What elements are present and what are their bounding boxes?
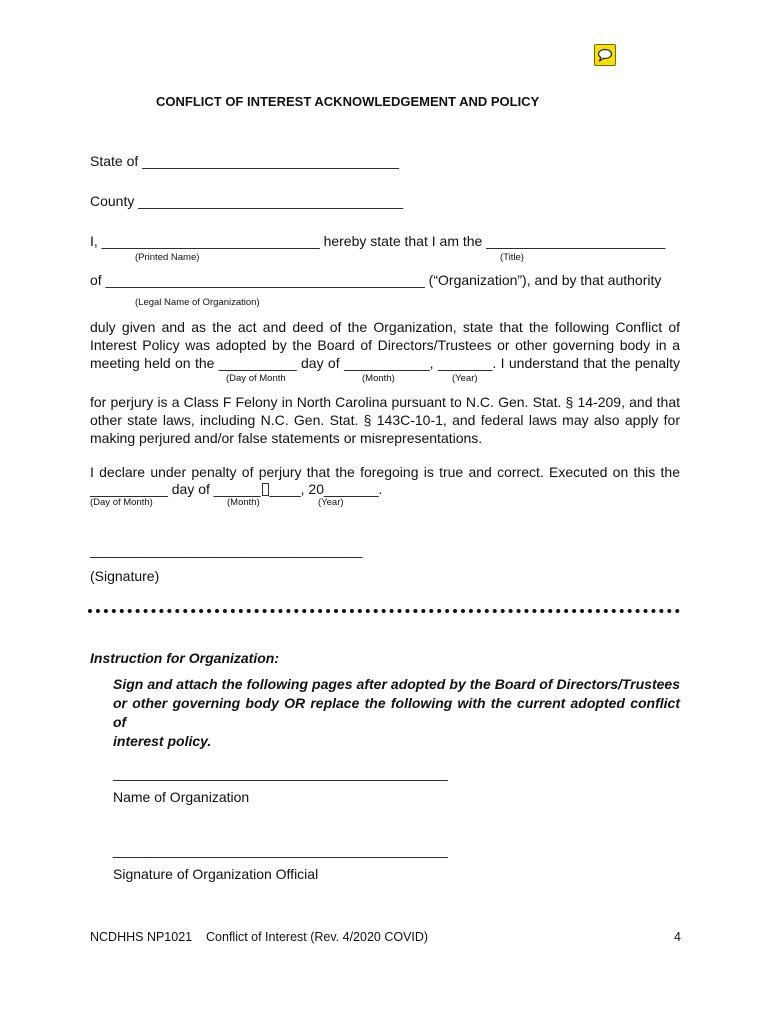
- organization-name-label: Name of Organization: [113, 789, 250, 805]
- perjury-text-line: making perjured and/or false statements or misrepresentations.: [90, 430, 483, 446]
- section-divider: [88, 609, 680, 613]
- declare-text-line: I declare under penalty of perjury that the foregoing is true and correct. Executed on this the: [90, 464, 680, 480]
- title-caption: (Title): [500, 252, 524, 263]
- page-title: CONFLICT OF INTEREST ACKNOWLEDGEMENT AND POLICY: [156, 94, 540, 109]
- instruction-heading: Instruction for Organization:: [90, 650, 279, 666]
- executed-date-part: ____, 20_______.: [269, 481, 383, 497]
- duly-text-line: Interest Policy was adopted by the Board of Directors/Trustees or other governing body in a: [90, 337, 680, 353]
- instruction-text-line: or other governing body OR replace the following with the current adopted conflict of: [113, 695, 680, 730]
- organization-name-field-line[interactable]: ___________________________________________: [113, 765, 448, 781]
- state-field-line[interactable]: State of _________________________________: [90, 153, 400, 169]
- page-number: 4: [674, 930, 681, 944]
- perjury-text-line: for perjury is a Class F Felony in North Carolina pursuant to N.C. Gen. Stat. § 14-209, and that: [90, 394, 680, 410]
- instruction-text-line: interest policy.: [113, 733, 212, 749]
- month-caption: (Month): [227, 497, 260, 508]
- year-caption: (Year): [318, 497, 344, 508]
- county-field-line[interactable]: County __________________________________: [90, 193, 403, 209]
- comment-icon[interactable]: [594, 44, 616, 66]
- missing-glyph-box-icon: [262, 483, 269, 496]
- organization-field-line[interactable]: of _________________________________________ (“Organization”), and by that authority: [90, 272, 662, 288]
- official-signature-label: Signature of Organization Official: [113, 866, 319, 882]
- official-signature-field-line[interactable]: ___________________________________________: [113, 842, 448, 858]
- executed-date-part: __________ day of ______: [90, 481, 261, 497]
- printed-name-caption: (Printed Name): [135, 252, 200, 263]
- month-caption: (Month): [362, 373, 395, 384]
- signature-field-line[interactable]: ___________________________________: [90, 542, 363, 558]
- day-of-month-caption: (Day of Month): [90, 497, 153, 508]
- instruction-text-line: Sign and attach the following pages after adopted by the Board of Directors/Trustees: [113, 676, 680, 692]
- executed-date-field-line[interactable]: [90, 481, 382, 497]
- instruction-body: [113, 675, 680, 751]
- name-title-field-line[interactable]: I, ____________________________ hereby state that I am the _______________________: [90, 233, 666, 249]
- footer-form-id: NCDHHS NP1021 Conflict of Interest (Rev. 4/2020 COVID): [90, 930, 429, 944]
- signature-label: (Signature): [90, 568, 160, 584]
- legal-name-caption: (Legal Name of Organization): [135, 297, 260, 308]
- meeting-date-field-line[interactable]: meeting held on the __________ day of ___________, _______. I understand that the penalty: [90, 355, 680, 371]
- day-of-month-caption: (Day of Month: [226, 373, 286, 384]
- duly-text-line: duly given and as the act and deed of the Organization, state that the following Conflict of: [90, 319, 680, 335]
- perjury-text-line: other state laws, including N.C. Gen. Stat. § 143C-10-1, and federal laws may also apply for: [90, 412, 680, 428]
- year-caption: (Year): [452, 373, 478, 384]
